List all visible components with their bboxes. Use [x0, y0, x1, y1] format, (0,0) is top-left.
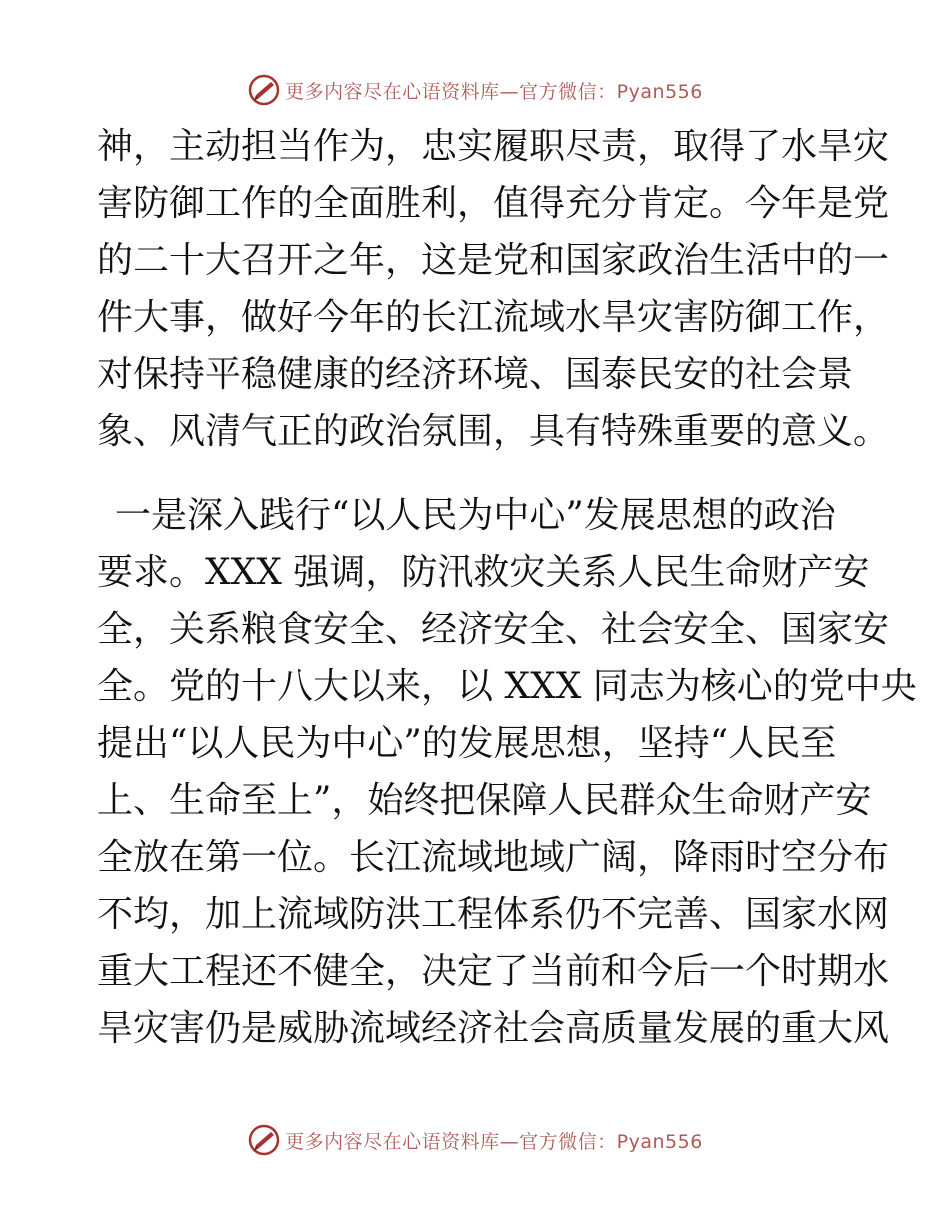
paragraph-1 — [97, 118, 890, 460]
header-banner-text: 更多内容尽在心语资料库—官方微信：Pyan556 — [285, 80, 703, 103]
text-line: 害防御工作的全面胜利，值得充分肯定。今年是党 — [97, 183, 890, 224]
text-line: 象、风清气正的政治氛围，具有特殊重要的意义。 — [97, 411, 890, 452]
header-banner — [0, 72, 950, 108]
text-line: 提出“以人民为中心”的发展思想，坚持“人民至 — [97, 723, 837, 764]
text-line: 全。党的十八大以来，以 XXX 同志为核心的党中央 — [97, 666, 917, 707]
footer-banner-text: 更多内容尽在心语资料库—官方微信：Pyan556 — [285, 1130, 703, 1153]
text-line: 件大事，做好今年的长江流域水旱灾害防御工作， — [97, 297, 890, 338]
text-line: 旱灾害仍是威胁流域经济社会高质量发展的重大风 — [97, 1008, 890, 1049]
text-line: 的二十大召开之年，这是党和国家政治生活中的一 — [97, 240, 890, 281]
text-line: 重大工程还不健全，决定了当前和今后一个时期水 — [97, 951, 890, 992]
text-line: 全，关系粮食安全、经济安全、社会安全、国家安 — [97, 609, 890, 650]
text-line: 不均，加上流域防洪工程体系仍不完善、国家水网 — [97, 894, 890, 935]
text-line: 上、生命至上”，始终把保障人民群众生命财产安 — [97, 780, 872, 821]
paragraph-2 — [97, 487, 917, 1057]
text-line: 要求。XXX 强调，防汛救灾关系人民生命财产安 — [97, 552, 870, 593]
footer-banner — [0, 1122, 950, 1158]
text-line: 全放在第一位。长江流域地域广阔，降雨时空分布 — [97, 837, 890, 878]
text-line: 对保持平稳健康的经济环境、国泰民安的社会景 — [97, 354, 854, 395]
text-line: 神，主动担当作为，忠实履职尽责，取得了水旱灾 — [97, 126, 890, 167]
brand-logo-icon — [247, 73, 281, 107]
text-line: 一是深入践行“以人民为中心”发展思想的政治 — [115, 495, 836, 536]
brand-logo-icon — [247, 1123, 281, 1157]
